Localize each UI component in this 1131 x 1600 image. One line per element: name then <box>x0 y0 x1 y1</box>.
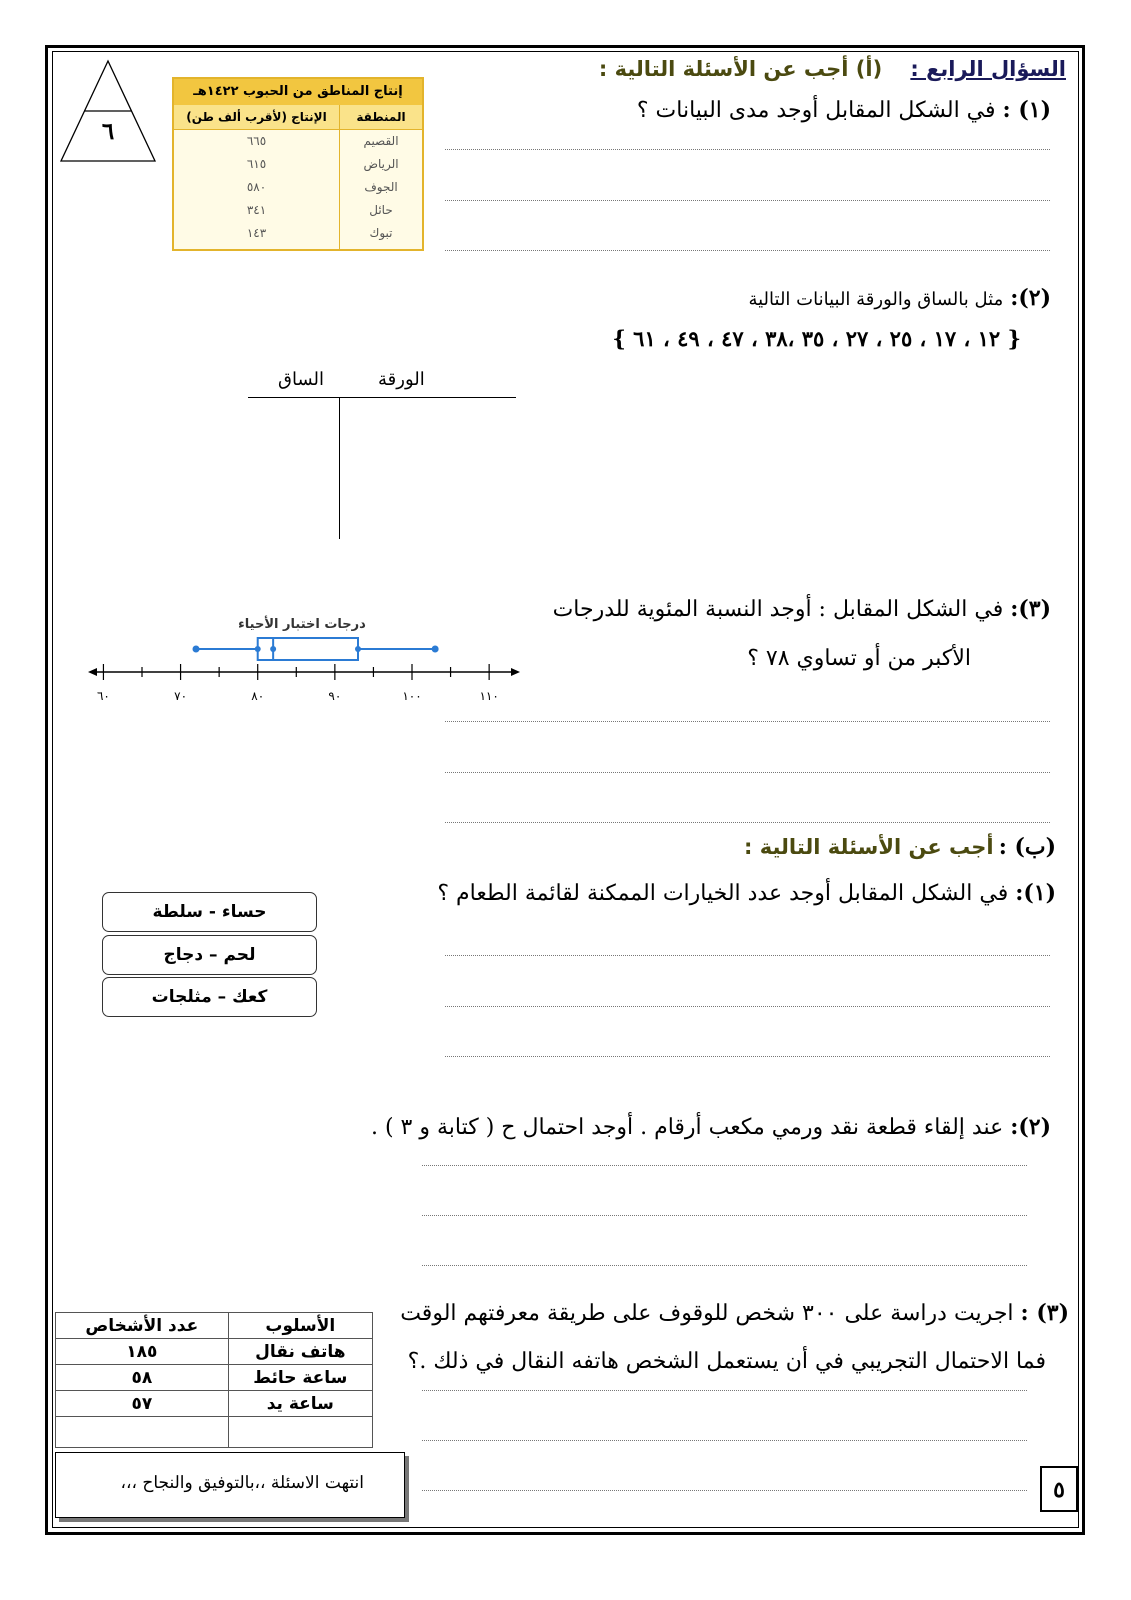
chart-title: درجات اختبار الأحياء <box>238 617 366 632</box>
method-cell: ساعة حائط <box>228 1365 372 1391</box>
grain-production-table <box>172 77 424 251</box>
value-cell: ٦١٥ <box>246 157 267 171</box>
column-header-method: الأسلوب <box>228 1313 372 1339</box>
q3-point <box>355 646 361 652</box>
method-cell: ساعة يد <box>228 1391 372 1417</box>
question-text: مثل بالساق والورقة البيانات التالية <box>748 289 1004 310</box>
question-b1 <box>437 880 1056 906</box>
part-b-label: (ب) : <box>998 834 1056 860</box>
count-cell: ٥٧ <box>56 1391 229 1417</box>
time-method-table <box>55 1312 373 1448</box>
question-number: (٢): <box>1010 285 1051 311</box>
region-cell: الجوف <box>364 180 398 194</box>
value-cell: ١٤٣ <box>246 226 267 240</box>
table-empty-row <box>56 1417 373 1448</box>
answer-line <box>422 1390 1027 1391</box>
answer-line <box>422 1440 1027 1441</box>
table-title: إنتاج المناطق من الحبوب ١٤٢٢هـ <box>174 79 422 105</box>
answer-line <box>445 149 1050 150</box>
method-cell: هاتف نقال <box>228 1339 372 1365</box>
answer-line <box>445 772 1050 773</box>
tick-label: ١٠٠ <box>402 689 422 703</box>
answer-line <box>422 1490 1027 1491</box>
answer-line <box>422 1265 1027 1266</box>
menu-option-box: لحم – دجاج <box>102 935 317 975</box>
table-header <box>174 105 422 130</box>
stem-label: الساق <box>278 369 324 390</box>
answer-line <box>422 1165 1027 1166</box>
question-text: في الشكل المقابل أوجد مدى البيانات ؟ <box>636 98 996 123</box>
table-row <box>56 1339 373 1365</box>
stem-leaf-vline <box>339 397 340 539</box>
table-row <box>56 1365 373 1391</box>
stem-leaf-hline <box>248 397 516 398</box>
table-row <box>56 1391 373 1417</box>
menu-option-box: كعك – مثلجات <box>102 977 317 1017</box>
page-number: ٥ <box>1040 1466 1078 1512</box>
tick-label: ٨٠ <box>251 689 265 703</box>
table-header-row <box>56 1313 373 1339</box>
answer-line <box>445 250 1050 251</box>
part-b-title: أجب عن الأسئلة التالية : <box>744 835 994 859</box>
answer-line <box>445 955 1050 956</box>
question-title: السؤال الرابع : <box>910 57 1066 81</box>
tick-label: ١١٠ <box>479 689 499 703</box>
median-point <box>270 646 276 652</box>
tick-label: ٧٠ <box>174 689 188 703</box>
question-number: (٣) : <box>1020 1300 1069 1326</box>
question-text: اجريت دراسة على ٣٠٠ شخص للوقوف على طريقة معرفتهم الوقت <box>400 1301 1014 1326</box>
value-cell: ٦٦٥ <box>246 134 267 148</box>
value-cell: ٣٤١ <box>246 203 267 217</box>
q1-point <box>255 646 261 652</box>
part-a-title: (أ) أجب عن الأسئلة التالية : <box>598 57 883 81</box>
column-header-production: الإنتاج (لأقرب ألف طن) <box>186 110 327 124</box>
answer-line <box>445 1006 1050 1007</box>
score-value: ٦ <box>101 118 115 145</box>
question-text: في الشكل المقابل أوجد عدد الخيارات الممكنة لقائمة الطعام ؟ <box>437 881 1009 906</box>
question-number: (١): <box>1015 880 1056 906</box>
ending-text: انتهت الاسئلة ،،بالتوفيق والنجاح ،،، <box>120 1473 364 1493</box>
column-header-count: عدد الأشخاص <box>56 1313 229 1339</box>
question-number: (٢): <box>1010 1114 1051 1140</box>
score-triangle <box>58 58 158 164</box>
tick-label: ٦٠ <box>96 689 110 703</box>
axis-arrow-right <box>511 668 520 676</box>
data-set: { ١٢ ، ١٧ ، ٢٥ ، ٢٧ ، ٣٥ ،٣٨ ، ٤٧ ، ٤٩ ، ٦١ } <box>612 326 1021 351</box>
table-body <box>174 130 422 250</box>
axis-arrow-left <box>88 668 97 676</box>
question-b2 <box>371 1114 1051 1140</box>
question-text: في الشكل المقابل : أوجد النسبة المئوية للدرجات <box>552 597 1004 622</box>
tick-label: ٩٠ <box>328 689 342 703</box>
region-cell: تبوك <box>369 226 393 240</box>
question-a2 <box>748 285 1051 311</box>
value-cell: ٥٨٠ <box>246 180 267 194</box>
answer-line <box>445 1056 1050 1057</box>
question-b3-line2: فما الاحتمال التجريبي في أن يستعمل الشخص هاتفه النقال في ذلك .؟ <box>407 1349 1046 1374</box>
question-b3 <box>400 1300 1069 1326</box>
region-cell: الرياض <box>363 157 399 171</box>
question-header <box>599 57 1066 81</box>
region-cell: حائل <box>369 203 393 217</box>
production-column <box>174 130 339 250</box>
answer-line <box>445 200 1050 201</box>
question-number: (٣): <box>1010 596 1051 622</box>
menu-option-box: حساء - سلطة <box>102 892 317 932</box>
question-text: عند إلقاء قطعة نقد ورمي مكعب أرقام . أوجد احتمال ح ( كتابة و ٣ ) . <box>370 1115 1004 1140</box>
question-number: (١) : <box>1002 97 1051 123</box>
answer-line <box>445 721 1050 722</box>
question-a3 <box>553 596 1051 622</box>
max-point <box>432 646 439 653</box>
box-plot-chart <box>80 610 530 720</box>
leaf-label: الورقة <box>378 369 425 390</box>
min-point <box>193 646 200 653</box>
count-cell: ١٨٥ <box>56 1339 229 1365</box>
question-a3-line2: الأكبر من أو تساوي ٧٨ ؟ <box>747 646 971 671</box>
question-a1 <box>637 97 1051 123</box>
region-cell: القصيم <box>363 134 399 148</box>
answer-line <box>422 1215 1027 1216</box>
part-b-header <box>744 834 1056 860</box>
region-column <box>339 130 422 250</box>
count-cell: ٥٨ <box>56 1365 229 1391</box>
ending-box <box>55 1452 405 1518</box>
answer-line <box>445 822 1050 823</box>
column-header-region: المنطقة <box>339 105 422 129</box>
